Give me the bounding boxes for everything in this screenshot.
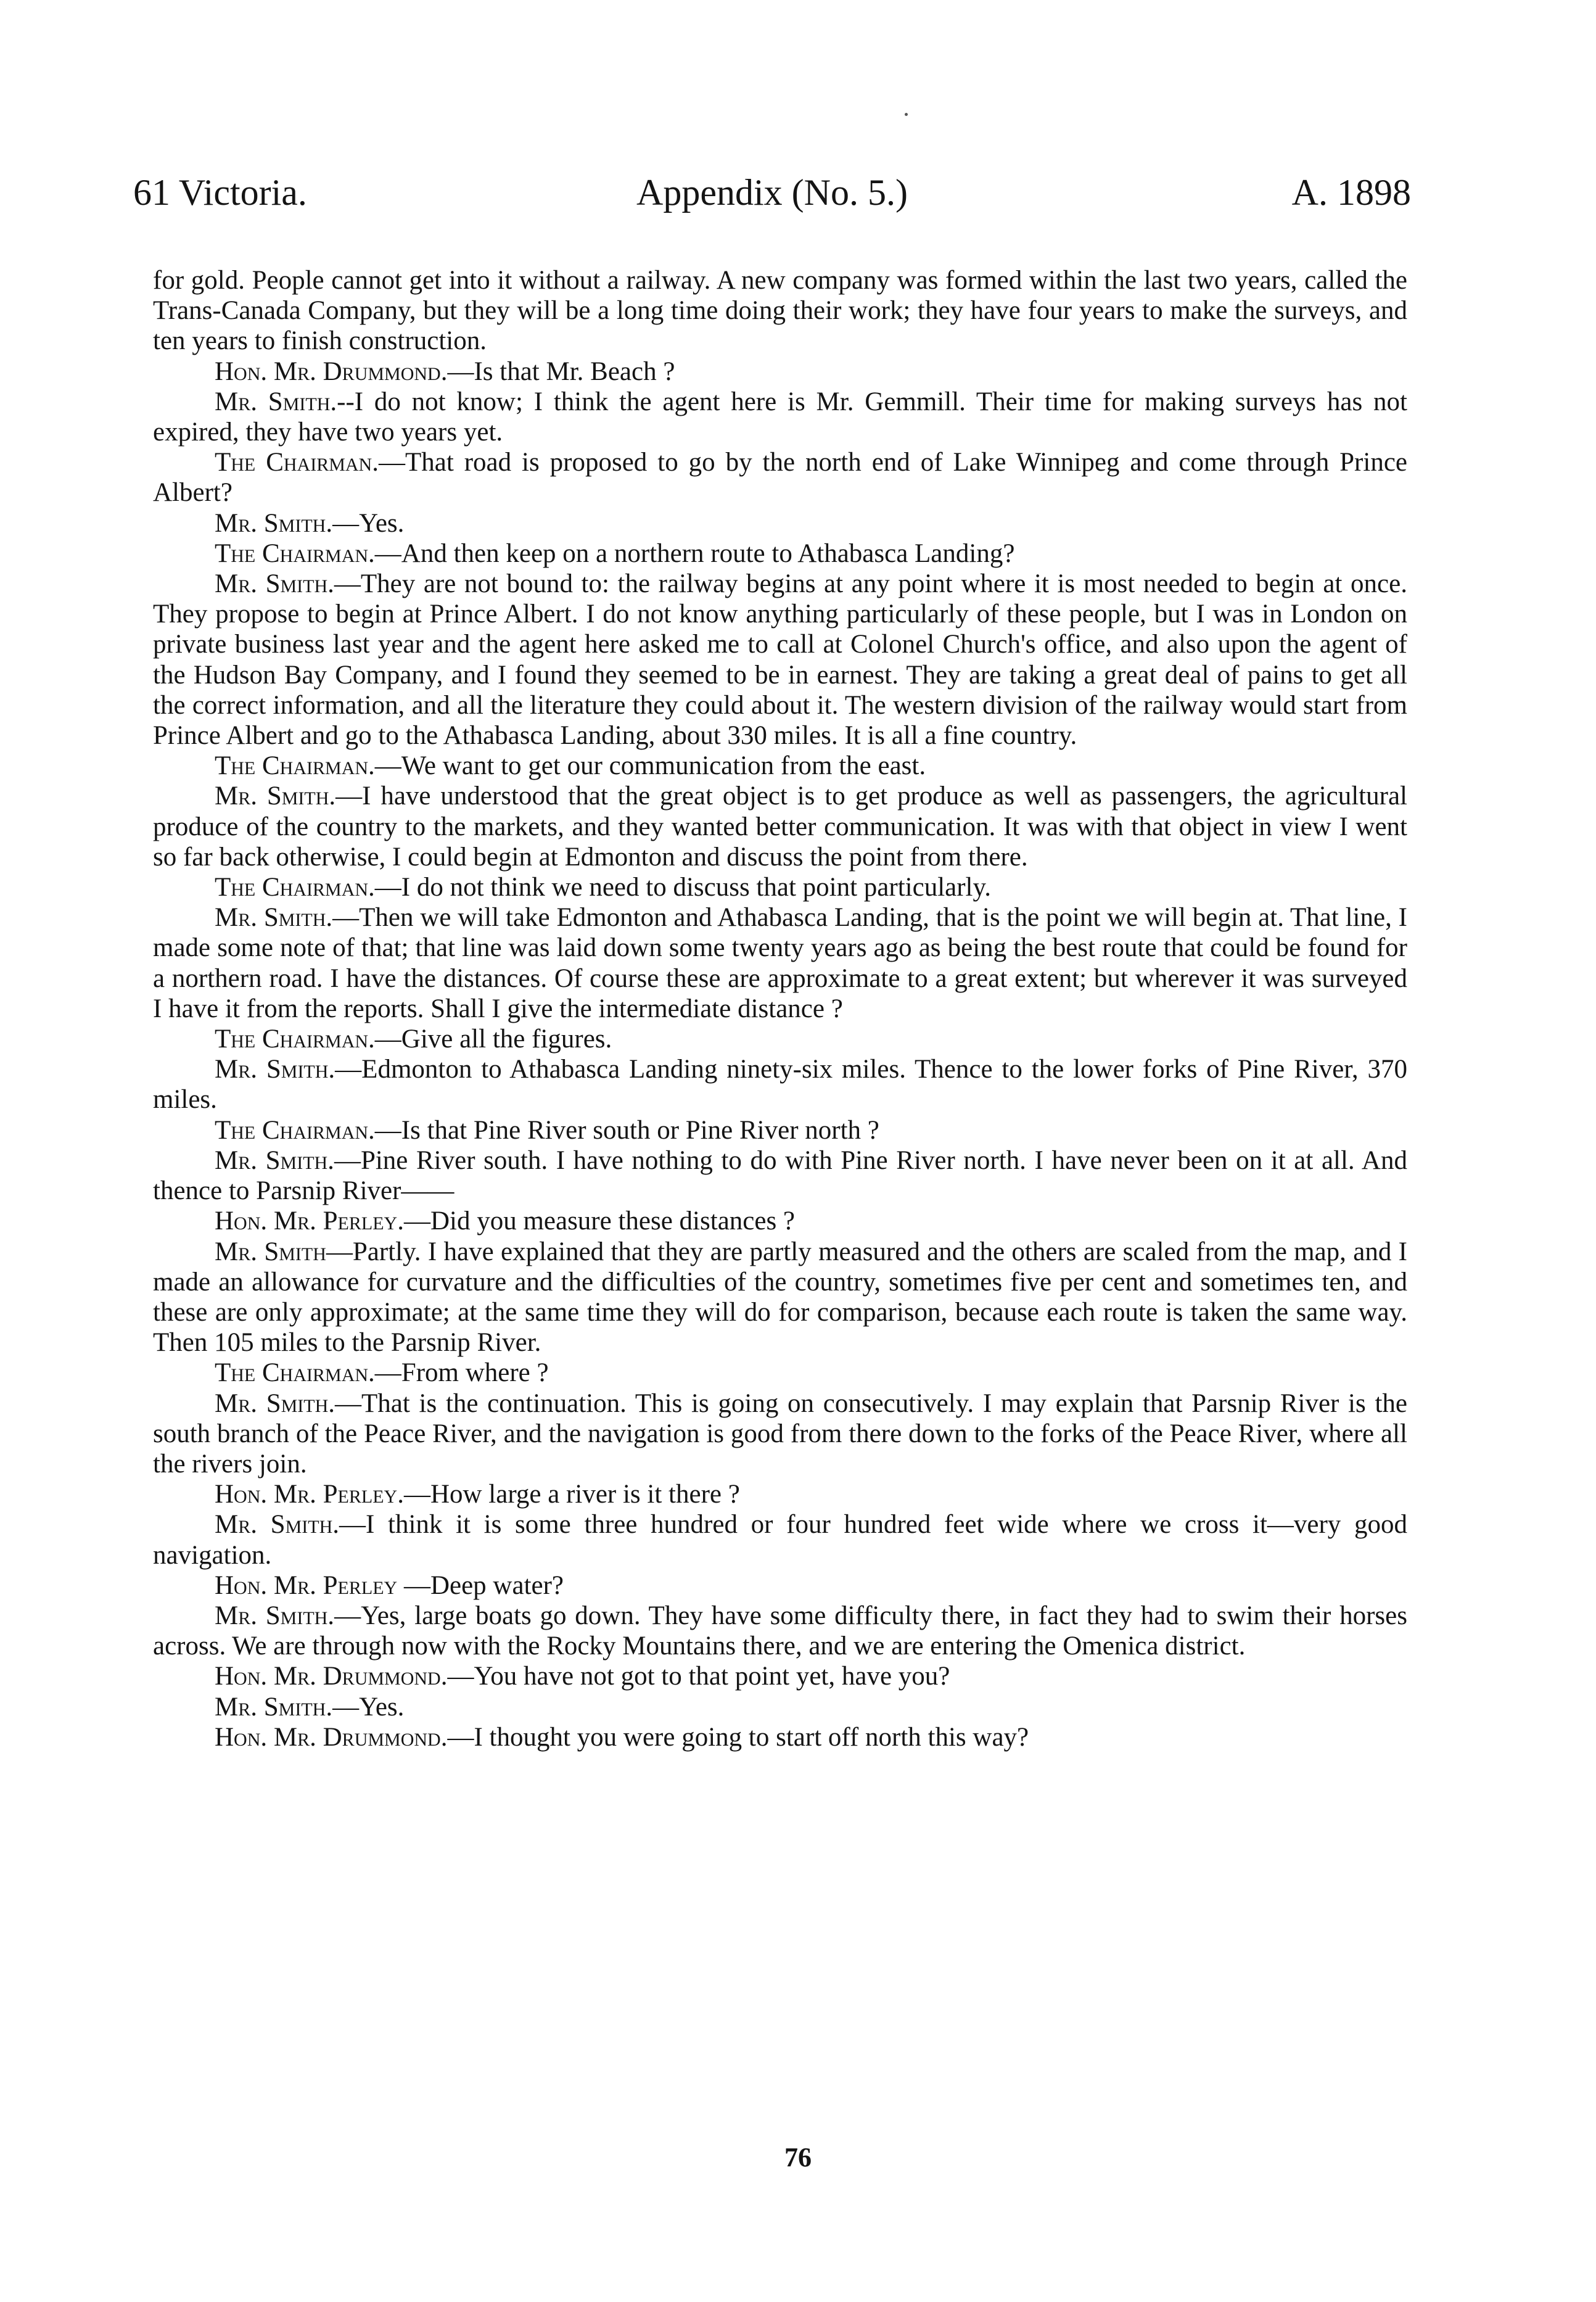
testimony-paragraph (153, 1206, 1407, 1236)
speech-text: —Edmonton to Athabasca Landing ninety-six miles. Thence to the lower forks of Pine River, 370 miles. (153, 1055, 1407, 1115)
speech-text: —Give all the figures. (374, 1025, 612, 1054)
speaker-name: Mr. Smith. (215, 569, 334, 599)
testimony-paragraph (153, 1661, 1407, 1691)
testimony-paragraph (153, 1024, 1407, 1054)
speaker-name: Mr. Smith. (215, 1055, 335, 1084)
speaker-name: Hon. Mr. Drummond. (215, 357, 448, 386)
speaker-name: The Chairman. (215, 873, 375, 902)
header-session: 61 Victoria. (133, 172, 307, 213)
testimony-paragraph (153, 1388, 1407, 1480)
testimony-paragraph (153, 1237, 1407, 1358)
testimony-paragraph (153, 357, 1407, 387)
speaker-name: Mr. Smith. (215, 1145, 334, 1175)
testimony-paragraph (153, 447, 1407, 508)
speech-text: —Pine River south. I have nothing to do with Pine River north. I have never been on it at all. And thence to Parsnip River—— (153, 1145, 1407, 1206)
testimony-paragraph (153, 751, 1407, 781)
testimony-paragraph (153, 1479, 1407, 1509)
speaker-name: Hon. Mr. Drummond. (215, 1662, 448, 1691)
speaker-name: Mr. Smith. (215, 1388, 335, 1418)
speech-text: —You have not got to that point yet, have you? (447, 1662, 950, 1691)
speech-text: —That road is proposed to go by the north end of Lake Winnipeg and come through Prince Albert? (153, 448, 1407, 508)
running-header (133, 168, 1411, 217)
speech-text: —That is the continuation. This is going on consecutively. I may explain that Parsnip River is the south branch of the Peace River, and the navigation is good from there down to the forks of the Peace River, where all the rivers join. (153, 1388, 1407, 1479)
header-appendix: Appendix (No. 5.) (636, 172, 908, 213)
speaker-name: The Chairman. (215, 448, 379, 477)
speaker-name: The Chairman. (215, 751, 375, 781)
speaker-name: Mr. Smith. (215, 508, 333, 538)
testimony-paragraph (153, 872, 1407, 902)
speech-text: —They are not bound to: the railway begins at any point where it is most needed to begin at once. They propose to begin at Prince Albert. I do not know anything particularly of these people, but I was in London on private business last year and the agent here asked me to call at Colonel Church's office, and also upon the agent of the Hudson Bay Company, and I found they seemed to be in earnest. They are taking a great deal of pains to get all the correct information, and all the literature they could about it. The western division of the railway would start from Prince Albert and go to the Athabasca Landing, about 330 miles. It is all a fine country. (153, 569, 1407, 751)
speech-text: —Then we will take Edmonton and Athabasca Landing, that is the point we will begin at. That line, I made some note of that; that line was laid down some twenty years ago as being the best route that could be found for a northern road. I have the distances. Of course these are approximate to a great extent; but wherever it was surveyed I have it from the reports. Shall I give the intermediate distance ? (153, 903, 1407, 1023)
speaker-name: Mr. Smith. (215, 903, 333, 933)
testimony-paragraph (153, 508, 1407, 538)
testimony-paragraph (153, 538, 1407, 569)
testimony-paragraph (153, 387, 1407, 447)
speaker-name: The Chairman. (215, 538, 375, 568)
speech-text: —I thought you were going to start off north this way? (447, 1722, 1029, 1752)
document-body (153, 265, 1407, 1752)
speaker-name: Mr. Smith. (215, 387, 337, 416)
speech-text: —And then keep on a northern route to Athabasca Landing? (374, 538, 1015, 568)
speech-text: —Yes. (332, 508, 405, 538)
testimony-paragraph (153, 1722, 1407, 1752)
speaker-name: The Chairman. (215, 1025, 375, 1054)
testimony-paragraph (153, 1358, 1407, 1388)
speech-text: —Deep water? (397, 1570, 564, 1600)
testimony-paragraph (153, 1692, 1407, 1722)
speaker-name: Hon. Mr. Perley. (215, 1480, 404, 1509)
speaker-name: Mr. Smith. (215, 1601, 335, 1630)
testimony-paragraph (153, 569, 1407, 751)
speech-text: —I do not think we need to discuss that point particularly. (374, 873, 991, 902)
speech-text: —Is that Mr. Beach ? (447, 357, 675, 386)
speech-text: —We want to get our communication from the east. (374, 751, 926, 781)
testimony-paragraph (153, 1115, 1407, 1145)
speech-text: --I do not know; I think the agent here is Mr. Gemmill. Their time for making surveys has not expired, they have two years yet. (153, 387, 1407, 447)
testimony-paragraph (153, 781, 1407, 872)
print-speck (905, 113, 908, 116)
speaker-name: The Chairman. (215, 1115, 375, 1145)
testimony-paragraph (153, 902, 1407, 1024)
speaker-name: Hon. Mr. Perley (215, 1570, 398, 1600)
testimony-paragraph (153, 265, 1407, 357)
testimony-paragraph (153, 1054, 1407, 1115)
speech-text: —I have understood that the great object is to get produce as well as passengers, the agricultural produce of the country to the markets, and they wanted better communication. It was with that object in view I went so far back otherwise, I could begin at Edmonton and discuss the point from there. (153, 782, 1407, 872)
speaker-name: Hon. Mr. Perley. (215, 1207, 404, 1236)
speech-text: —How large a river is it there ? (403, 1480, 740, 1509)
speaker-name: Mr. Smith. (215, 782, 336, 811)
speaker-name: Mr. Smith (215, 1237, 326, 1266)
speaker-name: The Chairman. (215, 1358, 375, 1388)
speaker-name: Mr. Smith. (215, 1510, 339, 1540)
speech-text: —Partly. I have explained that they are partly measured and the others are scaled from the map, and I made an allowance for curvature and the difficulties of the country, sometimes five per cent and sometimes ten, and these are only approximate; at the same time they will do for comparison, because each route is taken the same way. Then 105 miles to the Parsnip River. (153, 1237, 1407, 1358)
testimony-paragraph (153, 1145, 1407, 1206)
speaker-name: Mr. Smith. (215, 1692, 333, 1722)
speech-text: —Is that Pine River south or Pine River north ? (374, 1115, 879, 1145)
speech-text: —Yes. (332, 1692, 405, 1722)
page-number: 76 (784, 2142, 812, 2172)
speech-text: —From where ? (374, 1358, 549, 1388)
header-year: A. 1898 (1291, 172, 1411, 213)
testimony-paragraph (153, 1570, 1407, 1601)
speech-text: —Did you measure these distances ? (403, 1207, 796, 1236)
speech-text: for gold. People cannot get into it without a railway. A new company was formed within the last two years, called the Trans-Canada Company, but they will be a long time doing their work; they have four years to make the surveys, and ten years to finish construction. (153, 266, 1407, 356)
speaker-name: Hon. Mr. Drummond. (215, 1722, 448, 1752)
speech-text: —Yes, large boats go down. They have some difficulty there, in fact they had to swim their horses across. We are through now with the Rocky Mountains there, and we are entering the Omenica district. (153, 1601, 1407, 1661)
testimony-paragraph (153, 1601, 1407, 1661)
speech-text: —I think it is some three hundred or four hundred feet wide where we cross it—very good navigation. (153, 1510, 1407, 1570)
testimony-paragraph (153, 1509, 1407, 1570)
